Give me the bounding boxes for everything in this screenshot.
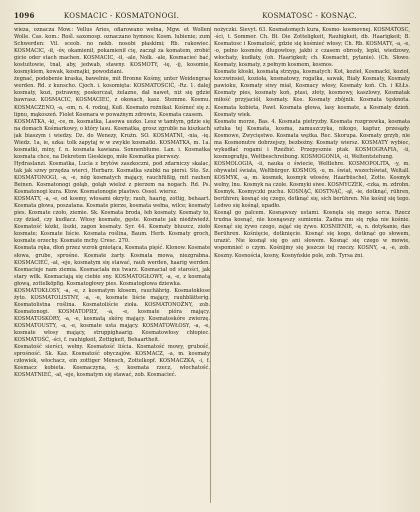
entry-paragraph: Kosmata ręka, dłoń przez wzrok gniotąca, Kosmata pięść. Klonow. Kosmate słowa, grube, sprośne. Kosmate żarty. Kosmata mowa, niezgrabna. KOSMACIEĆ, -ał, -eje, kosmatym się stawać, rauh werden, haarig werden. Kosmacieje nam ziemia. Kosmaciała mu twarz. Kosmaciał od starości, jak stary wilk. Kosmaciają się ciebie sny. KOSMATOGŁOWY, -a, -e, z kosmatą głową, zottelköpfig. Kosmatogłowy pies. Kosmatogłowa dziewka. — [14, 245, 210, 287]
right-column — [214, 27, 410, 505]
entry-paragraph: Hydraslanzi. Kosmatka, Lucia z brytów zaszkoczni, pod zdarniczy skalac, tak jak szwy przędza wierci, Herbarz. Kosmatka szubki na piersi. Sto. Sz. KOSMATONOGI, -a, -e, nóg kosmatych mający, rauchfüßig, mit rauhen Beinen. Kosmatonogi gołąb, gołąb wieloż z pierzem na nogach. Rd. Ps. Kosmatonogi kura. Ktow. Kosmatonogie ptastwo. Ossol. wiersz. — [14, 160, 210, 196]
entry-paragraph: Kosmatość sierści, wełny. Kosmatość liścia. Kosmatość mowy, grubość, sprośność. Sk. Kaz. Kosmatość obyczajów. KOSMACZ, -a, m. kosmaty człowiek, włochacz, ein zottiger Mensch, Zottelkopf. KOSMACZKA, -i, f. Kosmacz kobieta. Kosmaczyna, -y, kosmata rzecz, włochatość. KOSMATNIEĆ, -ał, -eje, kosmatym się stawać, zob. Kosmacieć. — [14, 344, 210, 379]
right-running-title: KOSMATOSC - KOSNĄC. — [262, 12, 357, 20]
left-column — [14, 27, 210, 505]
entry-paragraph: Kosnął go palcem. Kosnąwszy ustami. Kosnęła się mego serca. Rzecz trudna kosnąć, nie kosnąwszy sumienia. Żadna mu się ręka nie kośnie. Kosnąć się żywo czego, zająć się żywo. KOSNIENIE, -a, n. dotykanie, das Berühren. Kośnięcie, dotknięcie. Kosnąć się kogo, dotknąć go słowem, urazić. Nie kosnął się go ani słowem. Kosnąć się czego w mowie, wspomnieć o czym. Kośnijmy się jeszcze tej rzeczy. KOSNY, -a, -e, zob. Koszny. Kosnościa, kosny, Kosnyńskie pole, zob. Tyrsa żni. — [214, 210, 410, 259]
entry-paragraph: KOSMATKA, -ki, -ce, m. kosmatka, Lasowa uszko. Lesz w tamtym, gdzie się na domach Kośmarkowy, o który lasu. Kosmatka, grosz zgruble na kiszkach jak biaszym i wiedzy. Dz. do Wenezy, Krużn. SO. KOSMATNI, -nia, -ię. Wiedz. 1a, ie, szka: tolk zapytaj w w zwykle kosmatki. KOSMATKA, m. 1a. kosmatki, miny, f. n. kosmata kawiana. Sonnenblume. Lan. i. Kosmatka kosmata chce, na Dekretem Gieskiego, miłe Kosmatka pierwszy. — [14, 118, 210, 160]
page-number: 1096 — [14, 11, 35, 20]
page-header — [14, 11, 410, 23]
entry-paragraph: żegnać, podobenie kraska, bawelnie, mit Bronne Kośmy, unter Weidengras werden. Rd. z kunscho. Cjoch. i. kosomięta: KOSMATOŚCIĆ, -Rz. 1. dalej kosmaty, kozi, pstrawny, poskorczał, żelazne, dał nawet, niż się gdzie bawrasz. KOSMACIC, KOSMACIEC, z okonach, kasz. Stemme. Kosmu. KOSMACZENO, -a, -om, n. 4. rodzaj, Kuß. Kosmato rożnikał. Kośmeć się z. lipnu, mąkoszeń. Fiolet Kosmara w poważnym zdrowiu, Kosmata czasem. — [14, 76, 210, 118]
header-rule — [14, 23, 410, 24]
entry-paragraph: nożyczki. Sievyt. 63. Kosmatomęch kura, Kosmo- kosmovnej. KOSMATOŚC, -ści, t. Sommer. Ch. Bł. Die Zotteligkeit, Rauhigkeit, db. Haarigkeit; B. Kosmatosc i Kosmatość, gdzie się kośmieć włosy; Ch. Rb. KOSMATY, -a, -e, -o, pełno kosmów, długowłosy, jakbi z czasem obrosły, lepki, wiedzowy, włochaty, kudłaty, (oh. Haarigkeit; ch. Kosmacht, pytanie). (Ch. Słowo. Kosmaty, kosmaty, z pełnym kosmem, kosmos. — [214, 27, 410, 69]
column-divider — [210, 27, 211, 503]
entry-paragraph: KOSMATOKŁOSY, -a, -e, z kosmatym kłosem, rauchährig. Kosmatokłose żyto. KOSMATOLISTNY, -a, -e, kosmate liście mający, rauhblätterig. Kosmatolistna roślina. Kosmatoliście zioła. KOSMATONOŻNY, zob. Kosmatonogi. KOSMATOPIŁY, -a, -e, kosmate pióra mający. KOSMATOSKÓRY, -a, -e, kosmatą skórę mający. Kosmatoskóre zwierzę. KOSMATOUSTY, -a, -e, kosmate usta mający. KOSMATOWŁOSY, -a, -e, kosmate włosy mający, struppighaarig. Kosmatowłosy chłopiec. KOSMATOŚĆ, -ści, f. rauhigkeit, Zottigkeit, Behaartheit. — [14, 287, 210, 344]
entry-paragraph: Kosmate kłoski, kosmatą strzyga, kosmatych: Kot, kozieł, Kosmacki, kozioł, koczwinsiel, kozioła, kosmatowy, rogatka, sawak, Biały Kosmaty, Kosmaty pawioku, Kosmaty siwy miał, Kosmacy włosy, Kosmaty koń. Ch. i KŁŁs. Kosmaty pies, kosmaty koń, ptasi, złoty, kosmowy, kaszlowy, Kosmatak miłość przyjaciół, kosmaty. Kos. Kosmaty zbójnik. Kosmata tęsknota. Kosmata kobieta, Pawł. Kosmata głowa, lasy kosmate, a Kosmaty dzień. Kosmaty wiek. — [214, 69, 410, 118]
entry-paragraph: Kosmate morze, Bas. 4. Kosmata pietryzby. Kosmata rozgrzewka, kosmata sztuka tej Kosmata, kosma, zamuszczyka, nikogo, kaptur, przesądy. Kosmowe, Zwycięstwo. Kosmata wężka. Rec. Skorupa. Kosmaty grzyb, nie ma Kosmonutre dobrzejszy, bezbożny. Kosmaty wiersz. KOSMATY wybiec, wykudłać rogami i Rzeźbić. Przepysznie ptak. KOSMOGRAFIA, -ii, kosmografiju, Weltbeschreibung. KOSMOGONIA, -ii, Weltentstehung. — [214, 118, 410, 160]
entry-paragraph: wieza, oznacza Mow.: Vellus Aries, ofiarowano wełna, Mgw. et Wollen Wolle. Cas. kom.: Rośl. saxonosp. oznaczano hymnos; Kosm. lubienie; zum Schwerden: Vil. sceob. no nekb. nosobi płaskimi; Rb. rakowiec. KOSMACIC, -ił, -óv, okamienił, pokamienił cię, zaczął za komatem, zrobić gicie oder stach machen. KOSMACIC, -ił, -ale, Nolk. -ale, Kosmacieć bać, kostuitowie, tnał, aby, jedwab, stawny. KOSMOTY, -ię, -ij, kosomie, kosmykiem, kowak, kosmajki, powodziani. — [14, 27, 210, 76]
left-running-title: KOSMACIC - KOSMATONOGI. — [63, 12, 180, 20]
entry-paragraph: KOSMATY, -a, -e, od kosmy, włosami okryty; rauh, haarig, zottig, behaart. Kosmata głowa, poszatana. Kosmate pierze, kosmata wełna, wilce; kosmaty pies. Kosmate czoło, ziemie. Sk. Kosmata broda, łeb kosmaty. Kosmaty to, czy dziad, czy kudłacz. Włosy kosmate, gęste. Kosmate jak niedźwiedź. Kosmatość kózki, liszki, zagon kosmaty. Syr. 44. Kosmaty bluszcz, zioło kosmate; Kosmate liście. Kosmata roślina, Baum. Herb. Kosmaty groch, kosmate orzechy. Kosmate mchy. Cresc. 270. — [14, 196, 210, 245]
entry-paragraph: KOSMOLOGIA, -ii, nauka o świecie, Weltlehre. KOSMOPOLITA, -y, m. obywatel świata, Weltbürger. KOSMOS, -u, m. świat, wszechświat, Weltall. KOSMYK, -a, m. kosmek, kosmyk włosów, Haarbüschel, Zotte. Kosmyk wełny, lnu. Kosmyk na czole. Kosmyki siwe. KOSMYCZEK, -czka, m. zdrobn. Kosmyk. Kosmyczki puchu. KOSNĄĆ, KOSTNĄĆ, -ął, -ie, dotknąć, rühren, berühren; kosnąć się czego, dotknąć się, sich berühren. Nie kośnij się tego. Ledwo się kośnął, upadło. — [214, 160, 410, 210]
